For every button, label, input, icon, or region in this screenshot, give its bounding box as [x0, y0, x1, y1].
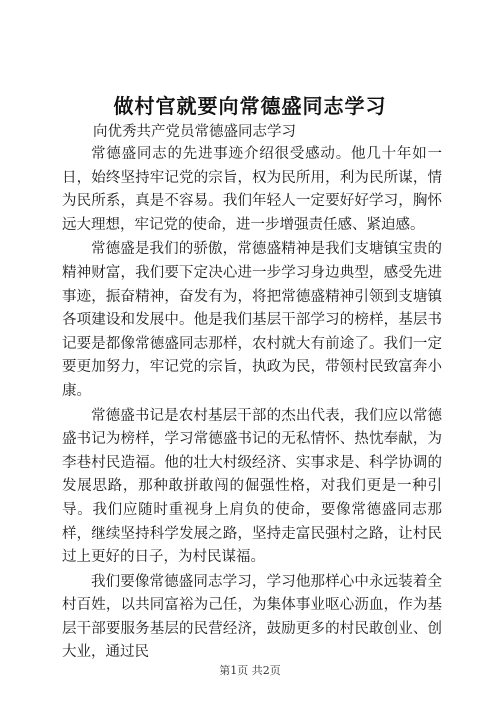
page-number-footer: 第1页 共2页 [219, 664, 281, 677]
document-body [62, 143, 442, 666]
body-paragraph: 常德盛书记是农村基层干部的杰出代表，我们应以常德盛书记为榜样，学习常德盛书记的无私情怀、热忱奉献，为李巷村民造福。他的壮大村级经济、实事求是、科学协调的发展思路，那种敢拼敢闯的倔强性格，对我们更是一种引导。我们应随时重视身上肩负的使命，要像常德盛同志那样，继续坚持科学发展之路，坚持走富民强村之路，让村民过上更好的日子，为村民谋福。 [62, 407, 442, 566]
body-paragraph: 常德盛同志的先进事迹介绍很受感动。他几十年如一日，始终坚持牢记党的宗旨，权为民所用，利为民所谋，情为民所系，真是不容易。我们年轻人一定要好好学习，胸怀远大理想，牢记党的使命，进一步增强责任感、紧迫感。 [62, 146, 442, 233]
body-paragraph: 常德盛是我们的骄傲，常德盛精神是我们支塘镇宝贵的精神财富，我们要下定决心进一步学习身边典型，感受先进事迹，振奋精神，奋发有为，将把常德盛精神引领到支塘镇各项建设和发展中。他是我们基层干部学习的榜样，基层书记要是都像常德盛同志那样，农村就大有前途了。我们一定要更加努力，牢记党的宗旨，执政为民，带领村民致富奔小康。 [62, 241, 442, 399]
document-title: 做村官就要向常德盛同志学习 [113, 94, 387, 118]
body-paragraph: 我们要像常德盛同志学习，学习他那样心中永远装着全村百姓，以共同富裕为己任，为集体事业呕心沥血，作为基层干部要服务基层的民营经济，鼓励更多的村民敢创业、创大业，通过民 [62, 573, 442, 661]
document-subtitle: 向优秀共产党员常德盛同志学习 [93, 124, 296, 140]
